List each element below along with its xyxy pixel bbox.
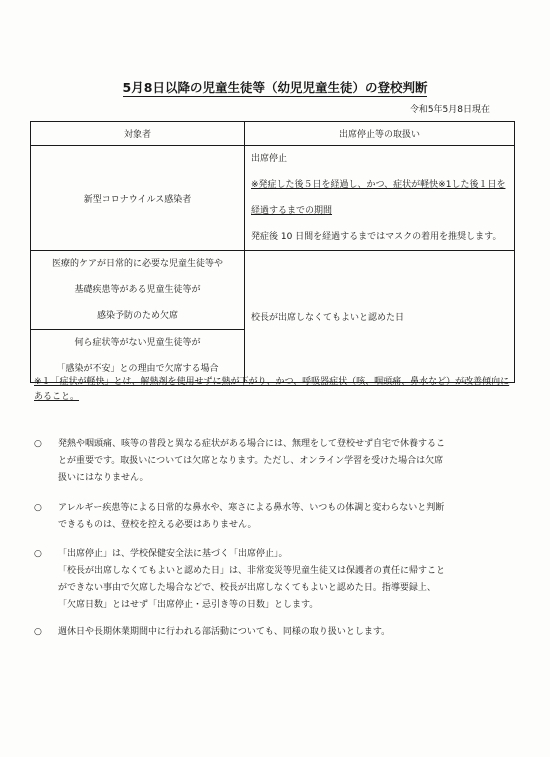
- bullet-mark: ○: [34, 503, 42, 513]
- document-title-text: 5月8日以降の児童生徒等（幼児児童生徒）の登校判断: [122, 80, 428, 95]
- bullet-3-line-3: ができない事由で欠席した場合などで、校長が出席しなくてもよいと認めた日。指導要録上、: [58, 583, 436, 593]
- table-row-medical-care: [31, 251, 515, 330]
- bullet-item-2: [34, 500, 524, 534]
- bullet-2-line-1: アレルギー疾患等による日常的な鼻水や、寒さによる鼻水等、いつもの体調と変わらないと判断: [58, 503, 445, 513]
- cell-infected-handling: [245, 146, 515, 251]
- bullet-3-line-2: 「校長が出席しなくてもよいと認めた日」は、非常変災等児童生徒又は保護者の責任に帰すこと: [58, 566, 446, 576]
- document-title: [0, 78, 550, 96]
- cell-principal-approved: 校長が出席しなくてもよいと認めた日: [245, 251, 515, 383]
- header-handling: 出席停止等の取扱い: [245, 122, 515, 146]
- handling-line-3: 経過するまでの期間: [251, 206, 333, 216]
- bullet-mark: ○: [34, 439, 42, 449]
- bullet-2-line-2: できるものは、登校を控える必要はありません。: [58, 520, 257, 530]
- document-date: 令和5年5月8日現在: [409, 105, 490, 115]
- table-header-row: [31, 122, 515, 146]
- table-row-infected: [31, 146, 515, 251]
- cell-medical-care-target: [31, 251, 245, 330]
- bullet-item-4: [34, 624, 524, 641]
- footnote: ※１「症状が軽快」とは、解熱剤を使用せずに熱が下がり、かつ、呼吸器症状（咳、咽頭痛、鼻水など）が改善傾向にあること。: [34, 377, 510, 402]
- bullet-1-line-2: とが重要です。取扱いについては欠席となります。ただし、オンライン学習を受けた場合は欠席: [58, 456, 444, 466]
- bullet-item-1: [34, 436, 524, 487]
- medical-line-3: 感染予防のため欠席: [96, 311, 178, 321]
- handling-line-1: 出席停止: [251, 154, 288, 164]
- anxiety-line-2: 「感染が不安」との理由で欠席する場合: [56, 364, 219, 374]
- bullet-mark: ○: [34, 627, 42, 637]
- bullet-4-line-1: 週休日や長期休業期間中に行われる部活動についても、同様の取り扱いとします。: [58, 627, 391, 637]
- medical-line-2: 基礎疾患等がある児童生徒等が: [74, 285, 201, 295]
- header-target: 対象者: [31, 122, 245, 146]
- cell-infected-target: 新型コロナウイルス感染者: [31, 146, 245, 251]
- bullet-3-line-4: 「欠席日数」とはせず「出席停止・忌引き等の日数」とします。: [58, 600, 319, 610]
- bullet-1-line-1: 発熱や咽頭痛、咳等の普段と異なる症状がある場合には、無理をして登校せず自宅で休養するこ: [58, 439, 446, 449]
- handling-line-4: 発症後 10 日間を経過するまではマスクの着用を推奨します。: [251, 232, 502, 242]
- handling-line-2: ※発症した後５日を経過し、かつ、症状が軽快※1した後１日を: [251, 180, 506, 190]
- bullet-1-line-3: 扱いにはなりません。: [58, 473, 149, 483]
- medical-line-1: 医療的ケアが日常的に必要な児童生徒等や: [51, 259, 223, 269]
- bullet-item-3: [34, 546, 524, 614]
- attendance-table: [30, 121, 515, 383]
- bullet-mark: ○: [34, 549, 42, 559]
- bullet-3-line-1: 「出席停止」は、学校保健安全法に基づく「出席停止」。: [58, 549, 288, 559]
- anxiety-line-1: 何ら症状等がない児童生徒等が: [74, 338, 201, 348]
